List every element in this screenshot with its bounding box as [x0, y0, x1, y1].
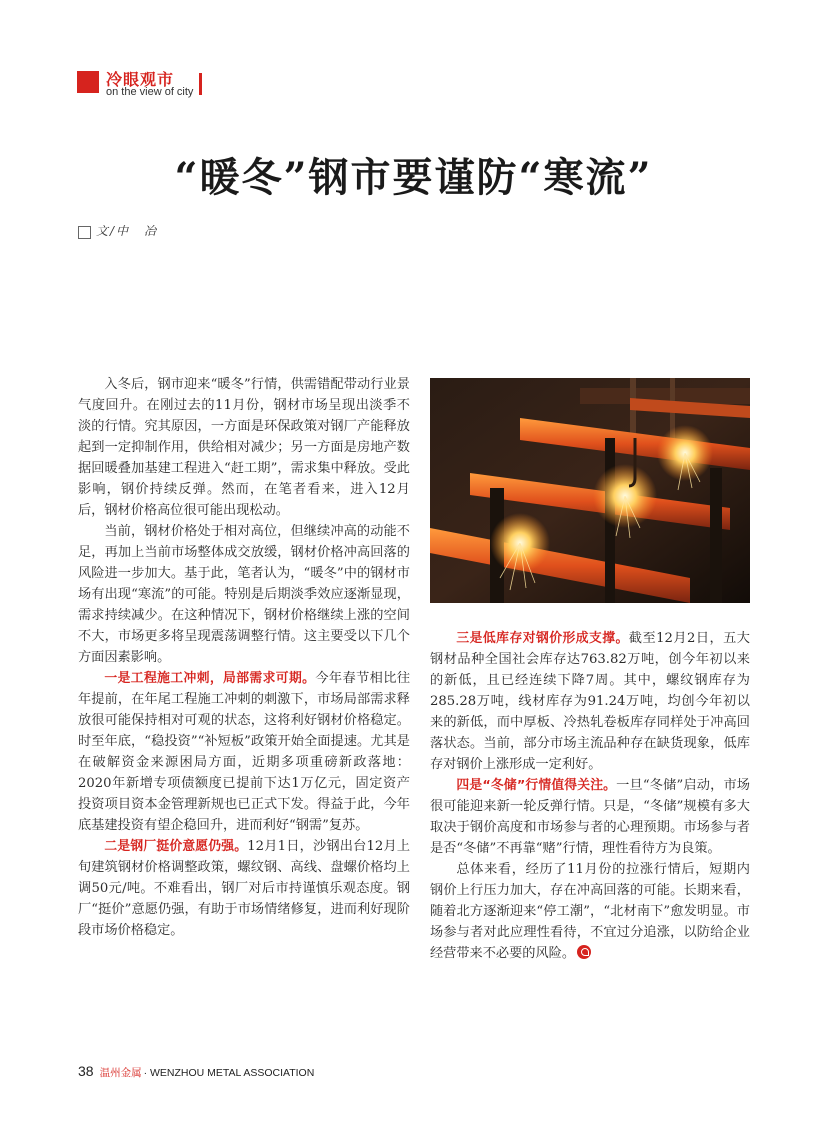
paragraph-body: 截至12月2日，五大钢材品种全国社会库存达763.82万吨，创今年初以来的新低，且已经连续下降7周。其中，螺纹钢库存为285.28万吨，线材库存为91.24万吨，均创今年初以来的新低，而中厚板、冷热轧卷板库存同样处于冲高回落状态。当前，部分市场主流品种存在缺货现象，低库存对钢价上涨形成一定利好。	[430, 631, 750, 772]
paragraph-body: 总体来看，经历了11月份的拉涨行情后，短期内钢价上行压力加大，存在冲高回落的可能。长期来看，随着北方逐渐迎来“停工潮”，“北材南下”愈发明显。市场参与者对此应理性看待，不宜过分追涨，以防给企业经营带来不必要的风险。	[430, 862, 750, 961]
paragraph	[430, 628, 750, 775]
footer-publication: · WENZHOU METAL ASSOCIATION	[143, 1067, 315, 1079]
page-footer	[78, 1063, 314, 1080]
paragraph	[430, 775, 750, 859]
paragraph	[430, 859, 750, 964]
paragraph-body: 今年春节相比往年提前，在年尾工程施工冲刺的刺激下，市场局部需求释放很可能保持相对可观的状态，这将利好钢材价格稳定。时至年底，“稳投资”“补短板”政策开始全面提速。尤其是在破解资金来源困局方面，近期多项重磅新政落地：2020年新增专项债额度已提前下达1万亿元，固定资产投资项目资本金管理新规也已正式下发。得益于此，今年底基建投资有望企稳回升，进而利好“钢需”复苏。	[78, 671, 411, 833]
article-author: 文/中 冶	[96, 224, 159, 238]
article-title: “暖冬”钢市要谨防“寒流”	[174, 154, 653, 201]
footer-brand: 温州金属	[99, 1067, 142, 1079]
paragraph-body: 一旦“冬储”启动，市场很可能迎来新一轮反弹行情。只是，“冬储”规模有多大取决于钢价高度和市场参与者的心理预期。市场参与者是否“冬储”不再靠“赌”行情，理性看待方为良策。	[430, 778, 750, 856]
section-title: 冷眼观市	[106, 70, 175, 89]
paragraph-body: 12月1日，沙钢出台12月上旬建筑钢材价格调整政策，螺纹钢、高线、盘螺价格均上调50元/吨。不难看出，钢厂对后市持谨慎乐观态度。钢厂“挺价”意愿仍强，有助于市场情绪修复，进而利好现阶段市场价格稳定。	[78, 839, 411, 938]
paragraph: 入冬后，钢市迎来“暖冬”行情，供需错配带动行业景气度回升。在刚过去的11月份，钢材市场呈现出淡季不淡的行情。究其原因，一方面是环保政策对钢厂产能释放起到一定抑制作用，供给相对减少；另一方面是房地产数据回暖叠加基建工程进入“赶工期”，需求集中释放。受此影响，钢价持续反弹。然而，在笔者看来，进入12月后，钢材价格高位很可能出现松动。	[78, 377, 410, 518]
paragraph-heading: 二是钢厂挺价意愿仍强。	[104, 839, 248, 854]
paragraph-heading: 四是“冬储”行情值得关注。	[456, 778, 617, 793]
left-column	[78, 374, 410, 941]
section-marker	[77, 71, 99, 93]
end-mark-icon	[577, 945, 591, 959]
paragraph: 当前，钢材价格处于相对高位，但继续冲高的动能不足，再加上当前市场整体成交放缓，钢材价格冲高回落的风险进一步加大。基于此，笔者认为，“暖冬”中的钢材市场有出现“寒流”的可能。特别是后期淡季效应逐渐显现，需求持续减少。在这种情况下，钢材价格继续上涨的空间不大，市场更多将呈现震荡调整行情。这主要受以下几个方面因素影响。	[78, 524, 410, 665]
steel-mill-photo	[430, 378, 750, 603]
section-divider	[199, 73, 202, 95]
paragraph-heading: 一是工程施工冲刺，局部需求可期。	[104, 671, 316, 686]
right-column	[430, 628, 750, 964]
paragraph-heading: 三是低库存对钢价形成支撑。	[456, 631, 629, 646]
section-subtitle: on the view of city	[106, 86, 194, 98]
author-square-icon	[78, 226, 91, 239]
page-number: 38	[78, 1063, 94, 1079]
paragraph	[78, 836, 410, 941]
paragraph	[78, 668, 410, 836]
